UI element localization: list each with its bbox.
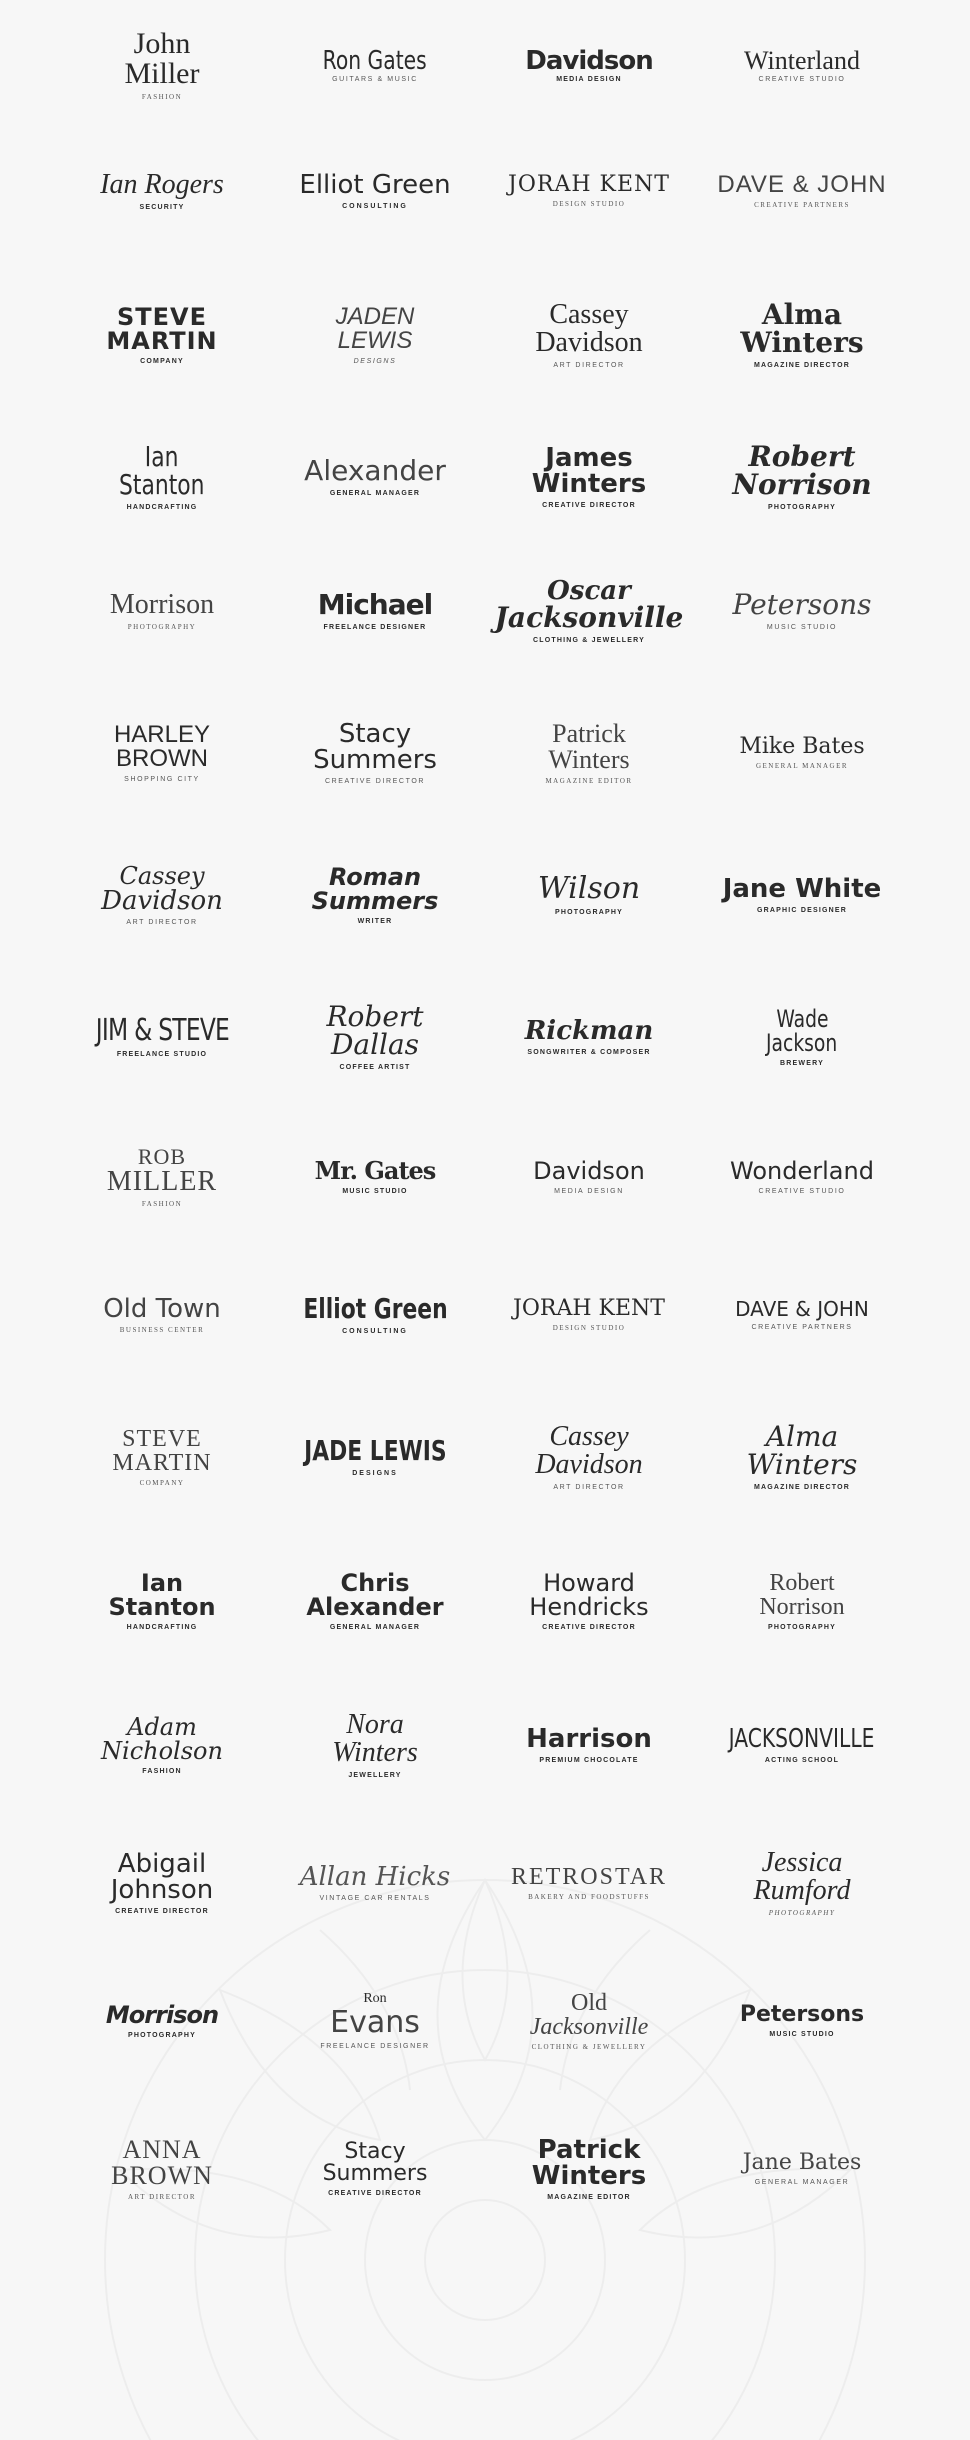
- logo-tagline: DESIGNS: [352, 1470, 398, 1477]
- logo-name: Harrison: [526, 1724, 652, 1754]
- logo-card: [489, 1956, 689, 2086]
- logo-card: [62, 688, 262, 818]
- logo-name: Elliot Green: [299, 170, 451, 200]
- logo-card: [62, 126, 262, 256]
- logo-tagline: CLOTHING & JEWELLERY: [531, 2043, 647, 2051]
- logo-name: Alexander: [304, 454, 446, 487]
- logo-row: [0, 0, 970, 140]
- logo-name: Winters: [531, 469, 647, 499]
- logo-tagline: PHOTOGRAPHY: [768, 1624, 836, 1631]
- logo-card: [275, 270, 475, 400]
- logo-name: Howard: [543, 1569, 635, 1597]
- logo-card: [489, 688, 689, 818]
- logo-tagline: SONGWRITER & COMPOSER: [527, 1049, 651, 1056]
- logo-name: Stacy: [338, 719, 412, 749]
- logo-name: Morrison: [109, 589, 215, 620]
- logo-row: [0, 1392, 970, 1532]
- logo-name: Rickman: [524, 1016, 654, 1046]
- logo-card: [702, 1250, 902, 1380]
- logo-row: [0, 1956, 970, 2096]
- logo-name: JADE LEWIS: [303, 1434, 447, 1467]
- logo-tagline: FREELANCE STUDIO: [116, 1051, 208, 1058]
- logo-row: [0, 2104, 970, 2244]
- logo-card: [702, 270, 902, 400]
- logo-card: [62, 1392, 262, 1522]
- logo-name: Winters: [740, 326, 864, 359]
- logo-name: James: [545, 443, 633, 473]
- logo-name: Alexander: [306, 1593, 444, 1621]
- logo-card: [489, 0, 689, 130]
- logo-name: BROWN: [116, 745, 208, 772]
- logo-tagline: GRAPHIC DESIGNER: [757, 907, 847, 914]
- logo-tagline: PHOTOGRAPHY: [555, 909, 623, 916]
- logo-name: Patrick: [537, 2135, 641, 2165]
- logo-tagline: BREWERY: [780, 1060, 824, 1067]
- logo-name: JADEN: [335, 303, 415, 330]
- logo-tagline: FASHION: [141, 1200, 183, 1208]
- logo-card: [275, 688, 475, 818]
- logo-card: [275, 126, 475, 256]
- logo-card: [489, 1536, 689, 1666]
- logo-name: Robert: [326, 1000, 424, 1033]
- logo-tagline: MEDIA DESIGN: [556, 75, 622, 83]
- logo-name: Robert: [748, 440, 856, 473]
- logo-row: [0, 1250, 970, 1390]
- logo-name: Elliot Green: [302, 1292, 448, 1325]
- logo-card: [62, 412, 262, 542]
- logo-name: RETROSTAR: [510, 1864, 668, 1890]
- logo-tagline: PHOTOGRAPHY: [768, 504, 836, 511]
- logo-name: Wilson: [537, 871, 641, 906]
- logo-card: [702, 830, 902, 960]
- logo-tagline: PREMIUM CHOCOLATE: [539, 1757, 639, 1764]
- logo-tagline: PHOTOGRAPHY: [127, 623, 197, 631]
- logo-name: JACKSONVILLE: [729, 1724, 875, 1754]
- logo-card: [702, 688, 902, 818]
- logo-name: Davidson: [533, 1157, 645, 1185]
- logo-card: [62, 1956, 262, 2086]
- logo-card: [275, 1392, 475, 1522]
- logo-tagline: FREELANCE DESIGNER: [323, 624, 427, 631]
- logo-name: Old Town: [103, 1294, 221, 1324]
- logo-tagline: ACTING SCHOOL: [764, 1757, 840, 1764]
- logo-card: [489, 1680, 689, 1810]
- logo-tagline: MEDIA DESIGN: [554, 1188, 624, 1195]
- logo-tagline: CLOTHING & JEWELLERY: [532, 637, 646, 644]
- logo-name: Jacksonville: [494, 601, 684, 634]
- logo-name: Hendricks: [529, 1593, 649, 1621]
- logo-name: Wade: [775, 1005, 829, 1033]
- logo-card: [275, 412, 475, 542]
- logo-card: [489, 270, 689, 400]
- logo-name: Ian: [140, 1569, 184, 1597]
- logo-tagline: CREATIVE DIRECTOR: [115, 1908, 209, 1915]
- logo-card: [702, 126, 902, 256]
- logo-tagline: JEWELLERY: [348, 1772, 402, 1779]
- logo-card: [489, 1250, 689, 1380]
- logo-card: [702, 0, 902, 130]
- logo-tagline: ART DIRECTOR: [127, 2193, 197, 2201]
- logo-name: Abigail: [117, 1849, 207, 1879]
- logo-name: Jackson: [766, 1029, 838, 1057]
- logo-name: Nicholson: [101, 1737, 223, 1765]
- logo-name: ROB: [137, 1144, 187, 1169]
- logo-name: Morrison: [105, 2001, 219, 2029]
- logo-tagline: WRITER: [357, 918, 393, 925]
- logo-name: Norrison: [732, 468, 872, 501]
- logo-tagline: CREATIVE STUDIO: [758, 75, 846, 83]
- logo-name: Wonderland: [730, 1157, 874, 1185]
- logo-card: [702, 1680, 902, 1810]
- logo-tagline: MUSIC STUDIO: [766, 624, 838, 631]
- logo-tagline: CONSULTING: [342, 203, 408, 210]
- logo-card: [62, 546, 262, 676]
- logo-row: [0, 688, 970, 828]
- logo-name: Nora: [346, 1709, 404, 1740]
- logo-card: [275, 972, 475, 1102]
- logo-row: [0, 412, 970, 552]
- logo-tagline: MAGAZINE DIRECTOR: [753, 1484, 851, 1491]
- logo-card: [489, 972, 689, 1102]
- logo-name: DAVE & JOHN: [735, 1297, 869, 1321]
- logo-name: Jacksonville: [529, 2014, 649, 2040]
- logo-name: JORAH KENT: [508, 172, 670, 197]
- logo-card: [702, 1956, 902, 2086]
- logo-card: [62, 1680, 262, 1810]
- logo-tagline: CREATIVE STUDIO: [758, 1188, 846, 1195]
- logo-name: Johnson: [110, 1875, 214, 1905]
- logo-name: Ian: [145, 440, 179, 473]
- logo-card: [275, 0, 475, 130]
- logo-tagline: CONSULTING: [342, 1328, 408, 1335]
- logo-name: MILLER: [106, 1166, 218, 1197]
- logo-card: [489, 1112, 689, 1242]
- logo-card: [702, 1112, 902, 1242]
- logo-name: Winters: [332, 1737, 418, 1768]
- logo-row: [0, 546, 970, 686]
- logo-tagline: GUITARS & MUSIC: [332, 75, 418, 83]
- logo-name: John: [133, 27, 191, 60]
- logo-name: Stacy: [344, 2139, 406, 2164]
- logo-name: MARTIN: [106, 327, 218, 355]
- logo-name: Petersons: [739, 2002, 865, 2027]
- logo-name: Evans: [330, 2005, 420, 2040]
- logo-card: [702, 1818, 902, 1948]
- logo-name: Jessica: [761, 1847, 843, 1878]
- logo-card: [702, 546, 902, 676]
- logo-tagline: GENERAL MANAGER: [754, 2179, 850, 2186]
- logo-name: BROWN: [111, 2161, 213, 2190]
- logo-tagline: MAGAZINE DIRECTOR: [753, 362, 851, 369]
- logo-name: Chris: [340, 1569, 410, 1597]
- logo-row: [0, 1112, 970, 1252]
- logo-card: [62, 1112, 262, 1242]
- logo-tagline: ART DIRECTOR: [553, 362, 625, 369]
- logo-tagline: PHOTOGRAPHY: [768, 1909, 836, 1917]
- logo-name: STEVE: [122, 1426, 202, 1452]
- logo-tagline: FASHION: [141, 93, 183, 101]
- logo-tagline: FASHION: [142, 1768, 182, 1775]
- logo-row: [0, 1536, 970, 1676]
- logo-tagline: MAGAZINE EDITOR: [547, 2194, 631, 2201]
- logo-name: Robert: [769, 1570, 835, 1596]
- logo-name: Petersons: [732, 588, 872, 621]
- logo-tagline: CREATIVE DIRECTOR: [542, 502, 636, 509]
- logo-name: Winters: [531, 2161, 647, 2191]
- logo-tagline: HANDCRAFTING: [126, 1624, 198, 1631]
- logo-card: [275, 1536, 475, 1666]
- logo-row: [0, 972, 970, 1112]
- logo-card: [62, 1250, 262, 1380]
- logo-name: MARTIN: [112, 1450, 212, 1476]
- logo-name: Alma: [761, 298, 843, 331]
- logo-card: [62, 1536, 262, 1666]
- logo-tagline: COMPANY: [140, 358, 184, 365]
- logo-card: [275, 2104, 475, 2234]
- logo-tagline: FREELANCE DESIGNER: [320, 2043, 430, 2050]
- logo-card: [702, 1392, 902, 1522]
- logo-tagline: DESIGN STUDIO: [552, 1324, 626, 1332]
- logo-card: [702, 1536, 902, 1666]
- logo-tagline: MUSIC STUDIO: [342, 1188, 408, 1195]
- logo-row: [0, 830, 970, 970]
- logo-row: [0, 126, 970, 266]
- logo-tagline: BAKERY AND FOODSTUFFS: [528, 1893, 650, 1901]
- logo-name: Cassey: [549, 1421, 629, 1452]
- logo-tagline: CREATIVE PARTNERS: [754, 201, 850, 209]
- logo-card: [489, 1818, 689, 1948]
- logo-tagline: CREATIVE DIRECTOR: [324, 778, 426, 785]
- logo-tagline: CREATIVE DIRECTOR: [328, 2190, 422, 2197]
- logo-name: Norrison: [759, 1594, 845, 1620]
- logo-card: [275, 546, 475, 676]
- logo-name: Davidson: [101, 886, 223, 916]
- logo-name: Adam: [127, 1713, 197, 1741]
- logo-name: Patrick: [552, 719, 626, 748]
- logo-name: HARLEY: [113, 721, 211, 748]
- logo-card: [489, 2104, 689, 2234]
- logo-name: Winters: [746, 1448, 858, 1481]
- logo-name: Oscar: [547, 576, 631, 606]
- logo-card: [489, 412, 689, 542]
- logo-card: [702, 2104, 902, 2234]
- logo-card: [62, 972, 262, 1102]
- logo-name: DAVE & JOHN: [717, 171, 887, 198]
- logo-name: Allan Hicks: [299, 1862, 451, 1892]
- logo-name: Ron Gates: [322, 45, 428, 76]
- logo-name: Davidson: [535, 1449, 643, 1480]
- logo-name: Stanton: [119, 468, 205, 501]
- logo-name: LEWIS: [337, 327, 413, 354]
- logo-tagline: CREATIVE DIRECTOR: [542, 1624, 636, 1631]
- logo-tagline: MUSIC STUDIO: [769, 2031, 835, 2038]
- logo-card: [62, 0, 262, 130]
- logo-name: Jane White: [722, 874, 882, 904]
- logo-name: Michael: [317, 588, 433, 621]
- logo-card: [275, 1250, 475, 1380]
- logo-tagline: CREATIVE PARTNERS: [751, 1324, 853, 1331]
- logo-name: ANNA: [122, 2135, 202, 2164]
- logo-name: JIM & STEVE: [95, 1013, 229, 1048]
- logo-name: Rumford: [753, 1875, 851, 1906]
- logo-tagline: MAGAZINE EDITOR: [545, 777, 633, 785]
- logo-name: Summers: [313, 745, 437, 775]
- logo-tagline: GENERAL MANAGER: [329, 1624, 421, 1631]
- logo-card: [62, 270, 262, 400]
- logo-card: [489, 830, 689, 960]
- logo-name: Winters: [548, 745, 630, 774]
- logo-tagline: COMPANY: [139, 1479, 185, 1487]
- logo-card: [62, 2104, 262, 2234]
- logo-card: [275, 1818, 475, 1948]
- logo-name: Dallas: [330, 1028, 420, 1061]
- logo-name: Summers: [322, 2161, 428, 2186]
- logo-tagline: GENERAL MANAGER: [329, 490, 421, 497]
- logo-name: Davidson: [535, 327, 643, 358]
- logo-card: [275, 1956, 475, 2086]
- logo-card: [702, 972, 902, 1102]
- logo-tagline: SECURITY: [139, 204, 185, 211]
- logo-name: Stanton: [108, 1593, 216, 1621]
- logo-card: [489, 1392, 689, 1522]
- logo-card: [62, 1818, 262, 1948]
- logo-prefix: Ron: [363, 1991, 387, 2006]
- logo-tagline: VINTAGE CAR RENTALS: [319, 1895, 431, 1902]
- logo-name: Cassey: [119, 862, 205, 890]
- logo-name: Davidson: [525, 45, 653, 76]
- logo-name: Jane Bates: [742, 2150, 862, 2175]
- logo-name: Miller: [124, 57, 200, 90]
- logo-card: [489, 126, 689, 256]
- logo-name: Alma: [765, 1420, 839, 1453]
- logo-tagline: DESIGNS: [353, 358, 397, 365]
- logo-name: Winterland: [744, 45, 860, 75]
- logo-tagline: DESIGN STUDIO: [552, 200, 626, 208]
- logo-tagline: GENERAL MANAGER: [755, 762, 849, 770]
- logo-card: [62, 830, 262, 960]
- logo-name: Roman: [328, 863, 422, 891]
- logo-name: Summers: [311, 887, 439, 915]
- logo-row: [0, 270, 970, 410]
- logo-name: Mr. Gates: [314, 1156, 436, 1185]
- logo-name: Old: [571, 1990, 607, 2016]
- logo-name: JORAH KENT: [513, 1296, 665, 1321]
- logo-tagline: PHOTOGRAPHY: [128, 2032, 196, 2039]
- logo-tagline: HANDCRAFTING: [126, 504, 198, 511]
- logo-row: [0, 1818, 970, 1958]
- logo-tagline: COFFEE ARTIST: [339, 1064, 411, 1071]
- logo-card: [489, 546, 689, 676]
- logo-name: Cassey: [549, 299, 629, 330]
- logo-card: [275, 1112, 475, 1242]
- logo-name: STEVE: [116, 303, 208, 331]
- logo-name: Mike Bates: [739, 734, 865, 759]
- logo-tagline: BUSINESS CENTER: [119, 1326, 205, 1334]
- logo-tagline: SHOPPING CITY: [124, 776, 200, 783]
- logo-tagline: ART DIRECTOR: [553, 1484, 625, 1491]
- logo-card: [275, 1680, 475, 1810]
- logo-row: [0, 1680, 970, 1820]
- logo-card: [275, 830, 475, 960]
- logo-name: Ian Rogers: [100, 169, 224, 200]
- logo-card: [702, 412, 902, 542]
- logo-tagline: ART DIRECTOR: [126, 919, 198, 926]
